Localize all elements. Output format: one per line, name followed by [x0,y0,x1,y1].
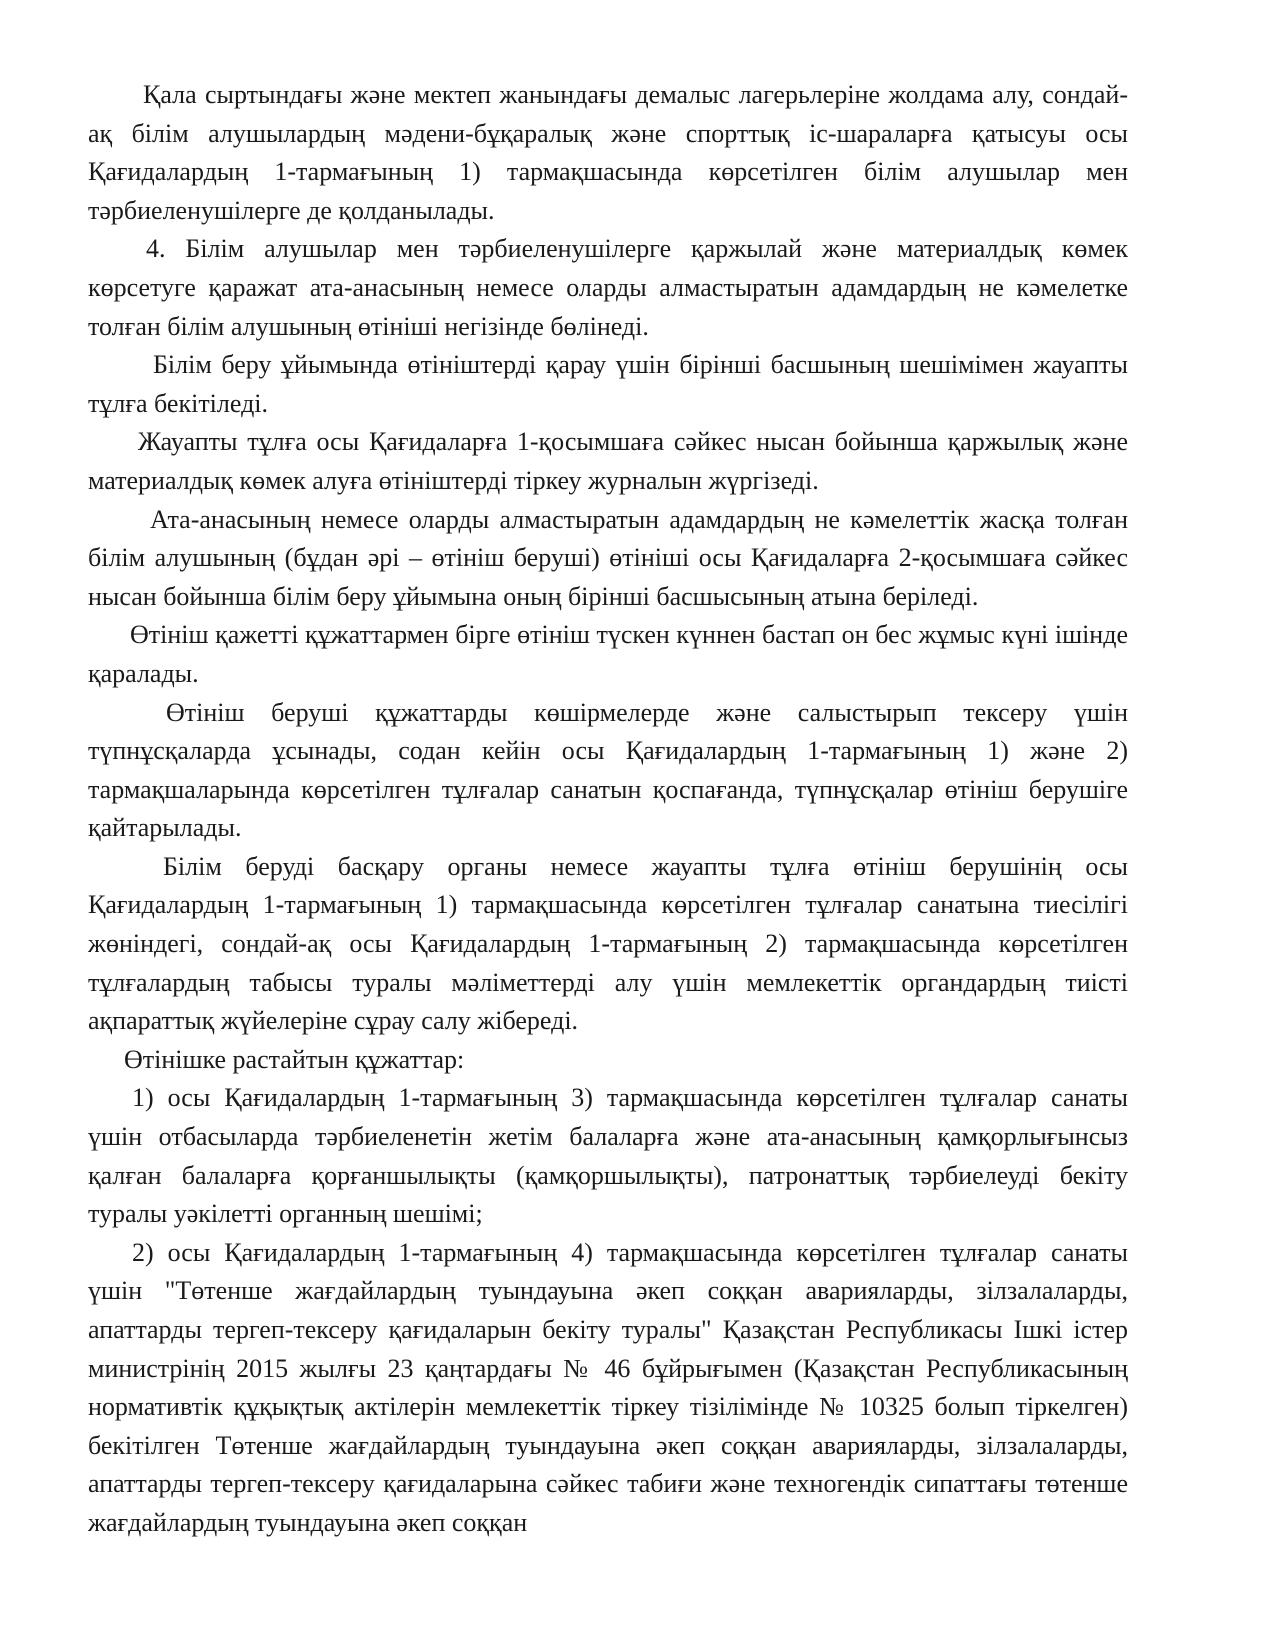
paragraph-review-period: Өтініш қажетті құжаттармен бірге өтініш түскен күннен бастап он бес жұмыс күні ішінде қаралады. [88,620,1128,688]
paragraph-camp-vouchers: Қала сыртындағы және мектеп жанындағы демалыс лагерьлеріне жолдама алу, сондай-ақ білім алушылардың мәдени-бұқаралық және спорттық іс-шараларға қатысуы осы Қағидалардың 1-тармағының 1) тармақшасында көрсетілген білім алушылар мен тәрбиеленушілерге де қолданылады. [88,80,1128,225]
paragraph-clause-4: 4. Білім алушылар мен тәрбиеленушілерге қаржылай және материалдық көмек көрсетуге қаражат ата-анасының немесе оларды алмастыратын адамдардың не кәмелетке толған білім алушының өтініші негізінде бөлінеді. [88,234,1128,341]
list-item-1: 1) осы Қағидалардың 1-тармағының 3) тармақшасында көрсетілген тұлғалар санаты үшін отбасыларда тәрбиеленетін жетім балаларға және ата-анасының қамқорлығынсыз қалған балаларға қорғаншылықты (қамқоршылықты), патронаттық тәрбиелеуді бекіту туралы уәкілетті органның шешімі; [88,1083,1128,1229]
paragraph-documents-originals: Өтініш беруші құжаттарды көшірмелерде және салыстырып тексеру үшін түпнұсқаларда ұсынады, содан кейін осы Қағидалардың 1-тармағының 1) және 2) тармақшаларында көрсетілген тұлғалар санатын қоспағанда, түпнұсқалар өтініш берушіге қайтарылады. [88,697,1128,843]
paragraph-responsible-person: Білім беру ұйымында өтініштерді қарау үшін бірінші басшының шешімімен жауапты тұлға бекітіледі. [88,350,1128,418]
paragraph-supporting-documents-heading: Өтінішке растайтын құжаттар: [124,1044,465,1074]
paragraph-registration-journal: Жауапты тұлға осы Қағидаларға 1-қосымшаға сәйкес нысан бойынша қаржылық және материалдық көмек алуға өтініштерді тіркеу журналын жүргізеді. [88,427,1128,495]
paragraph-application-submission: Ата-анасының немесе оларды алмастыратын адамдардың не кәмелеттік жасқа толған білім алушының (бұдан әрі – өтініш беруші) өтініші осы Қағидаларға 2-қосымшаға сәйкес нысан бойынша білім беру ұйымына оның бірінші басшысының атына беріледі. [88,504,1128,611]
document-page [88,76,1128,1543]
paragraph-information-request: Білім беруді басқару органы немесе жауапты тұлға өтініш берушінің осы Қағидалардың 1-тармағының 1) тармақшасында көрсетілген тұлғалар санатына тиесілігі жөніндегі, сондай-ақ осы Қағидалардың 1-тармағының 2) тармақшасында көрсетілген тұлғалардың табысы туралы мәліметтерді алу үшін мемлекеттік органдардың тиісті ақпараттық жүйелеріне сұрау салу жібереді. [88,851,1128,1036]
list-item-2: 2) осы Қағидалардың 1-тармағының 4) тармақшасында көрсетілген тұлғалар санаты үшін "Төтенше жағдайлардың туындауына әкеп соққан аварияларды, зілзалаларды, апаттарды тергеп-тексеру қағидаларын бекіту туралы" Қазақстан Республикасы Ішкі істер министрінің 2015 жылғы 23 қаңтардағы № 46 бұйрығымен (Қазақстан Республикасының нормативтік құқықтық актілерін мемлекеттік тіркеу тізілімінде № 10325 болып тіркелген) бекітілген Төтенше жағдайлардың туындауына әкеп соққан аварияларды, зілзалаларды, апаттарды тергеп-тексеру қағидаларына сәйкес табиғи және техногендік сипаттағы төтенше жағдайлардың туындауына әкеп соққан [88,1237,1128,1537]
